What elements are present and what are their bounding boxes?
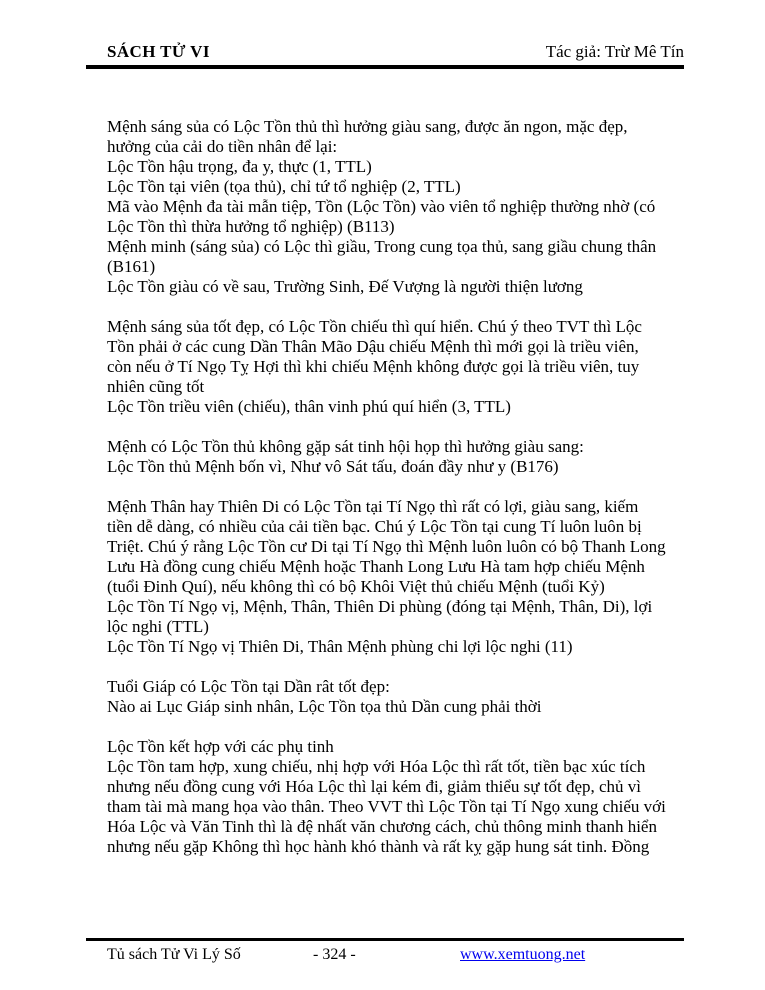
text-line: Mệnh sáng sủa có Lộc Tồn thủ thì hưởng giàu sang, được ăn ngon, mặc đẹp,: [107, 117, 628, 136]
text-line: (B161): [107, 257, 156, 276]
paragraph: [107, 677, 692, 717]
text-line: Lộc Tồn triều viên (chiếu), thân vinh phú quí hiển (3, TTL): [107, 397, 511, 416]
text-line: tiền dễ dàng, có nhiều của cải tiền bạc. Chú ý Lộc Tồn tại cung Tí luôn luôn bị: [107, 517, 642, 536]
book-title: SÁCH TỬ VI: [107, 42, 210, 61]
text-line: Hóa Lộc và Văn Tinh thì là đệ nhất văn chương cách, chủ thông minh thanh hiển: [107, 817, 657, 836]
page-number: - 324 -: [313, 946, 356, 963]
text-line: Lộc Tồn tam hợp, xung chiếu, nhị hợp với Hóa Lộc thì rất tốt, tiền bạc xúc tích: [107, 757, 646, 776]
text-line: Mệnh Thân hay Thiên Di có Lộc Tồn tại Tí Ngọ thì rất có lợi, giàu sang, kiếm: [107, 497, 639, 516]
text-line: Lộc Tồn hậu trọng, đa y, thực (1, TTL): [107, 157, 372, 176]
paragraph: [107, 737, 692, 857]
page-body: [107, 117, 692, 877]
text-line: Lộc Tồn tại viên (tọa thủ), chỉ tứ tổ nghiệp (2, TTL): [107, 177, 461, 196]
text-line: Mệnh sáng sủa tốt đẹp, có Lộc Tồn chiếu thì quí hiển. Chú ý theo TVT thì Lộc: [107, 317, 642, 336]
text-line: lộc nghi (TTL): [107, 617, 209, 636]
text-line: Lưu Hà đồng cung chiếu Mệnh hoặc Thanh Long Lưu Hà tam hợp chiếu Mệnh: [107, 557, 645, 576]
text-line: tham tài mà mang họa vào thân. Theo VVT thì Lộc Tồn tại Tí Ngọ xung chiếu với: [107, 797, 666, 816]
paragraph: [107, 117, 692, 297]
paragraph: [107, 437, 692, 477]
text-line: Tồn phải ở các cung Dần Thân Mão Dậu chiếu Mệnh thì mới gọi là triều viên,: [107, 337, 639, 356]
text-line: Nào ai Lục Giáp sinh nhân, Lộc Tồn tọa thủ Dần cung phải thời: [107, 697, 542, 716]
page-footer: [86, 938, 684, 971]
text-line: Lộc Tồn kết hợp với các phụ tinh: [107, 737, 334, 756]
text-line: Mệnh có Lộc Tồn thủ không gặp sát tinh hội họp thì hưởng giàu sang:: [107, 437, 584, 456]
text-line: Tuổi Giáp có Lộc Tồn tại Dần rât tốt đẹp:: [107, 677, 390, 696]
text-line: còn nếu ở Tí Ngọ Tỵ Hợi thì khi chiếu Mệnh không được gọi là triều viên, tuy: [107, 357, 640, 376]
series-title: Tủ sách Tử Vi Lý Số: [107, 946, 241, 963]
text-line: nhưng nếu đồng cung với Hóa Lộc thì lại kém đi, giảm thiểu sự tốt đẹp, chủ vì: [107, 777, 642, 796]
paragraph: [107, 497, 692, 657]
text-line: Lộc Tồn Tí Ngọ vị, Mệnh, Thân, Thiên Di phùng (đóng tại Mệnh, Thân, Di), lợi: [107, 597, 653, 616]
text-line: Lộc Tồn Tí Ngọ vị Thiên Di, Thân Mệnh phùng chi lợi lộc nghi (11): [107, 637, 573, 656]
text-line: nhưng nếu gặp Không thì học hành khó thành và rất kỵ gặp hung sát tinh. Đồng: [107, 837, 650, 856]
text-line: Lộc Tồn thủ Mệnh bốn vì, Như vô Sát tấu, đoán đầy như y (B176): [107, 457, 559, 476]
text-line: Mệnh minh (sáng sủa) có Lộc thì giầu, Trong cung tọa thủ, sang giầu chung thân: [107, 237, 657, 256]
text-line: nhiên cũng tốt: [107, 377, 205, 396]
text-line: hưởng của cải do tiền nhân để lại:: [107, 137, 338, 156]
text-line: Mã vào Mệnh đa tài mẫn tiệp, Tồn (Lộc Tồn) vào viên tổ nghiệp thường nhờ (có: [107, 197, 656, 216]
author-credit: Tác giả: Trừ Mê Tín: [545, 42, 684, 61]
paragraph: [107, 317, 692, 417]
text-line: Lộc Tồn giàu có về sau, Trường Sinh, Đế Vượng là người thiện lương: [107, 277, 583, 296]
text-line: Lộc Tồn thì thừa hưởng tổ nghiệp) (B113): [107, 217, 395, 236]
text-line: (tuổi Đinh Quí), nếu không thì có bộ Khôi Việt thủ chiếu Mệnh (tuổi Kỷ): [107, 577, 605, 596]
page-header: [86, 42, 684, 69]
text-line: Triệt. Chú ý rằng Lộc Tồn cư Di tại Tí Ngọ thì Mệnh luôn luôn có bộ Thanh Long: [107, 537, 666, 556]
website-link[interactable]: www.xemtuong.net: [460, 946, 586, 963]
